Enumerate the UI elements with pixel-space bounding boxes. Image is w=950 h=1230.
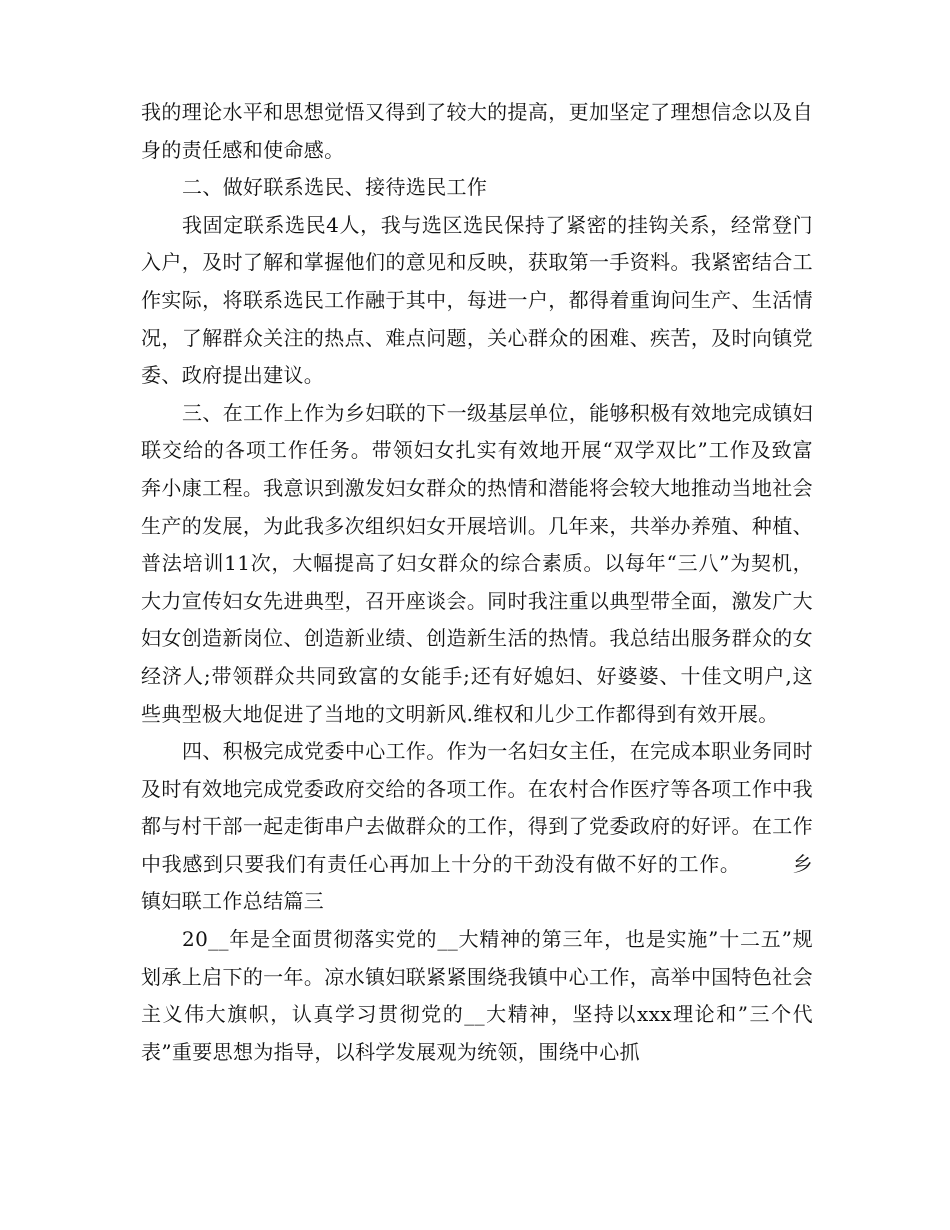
paragraph-6: 20__年是全面贯彻落实党的__大精神的第三年，也是实施”十二五”规划承上启下的一年。凉水镇妇联紧紧围绕我镇中心工作，高举中国特色社会主义伟大旗帜，认真学习贯彻党的__大精神，坚持以xxx理论和”三个代表”重要思想为指导，以科学发展观为统领，围绕中心抓 [141,927,813,1064]
paragraph-1: 我的理论水平和思想觉悟又得到了较大的提高，更加坚定了理想信念以及自身的责任感和使命感。 [141,100,813,162]
paragraph-5: 四、积极完成党委中心工作。作为一名妇女主任，在完成本职业务同时及时有效地完成党委政府交给的各项工作。在农村合作医疗等各项工作中我都与村干部一起走街串户去做群众的工作，得到了党委政府的好评。在工作中我感到只要我们有责任心再加上十分的干劲没有做不好的工作。 乡镇妇联工作总结篇三 [141,739,813,914]
paragraph-3: 我固定联系选民4人，我与选区选民保持了紧密的挂钩关系，经常登门入户，及时了解和掌握他们的意见和反映，获取第一手资料。我紧密结合工作实际，将联系选民工作融于其中，每进一户，都得着重询问生产、生活情况，了解群众关注的热点、难点问题，关心群众的困难、疾苦，及时向镇党委、政府提出建议。 [141,212,813,388]
paragraph-4: 三、在工作上作为乡妇联的下一级基层单位，能够积极有效地完成镇妇联交给的各项工作任务。带领妇女扎实有效地开展“双学双比”工作及致富奔小康工程。我意识到激发妇女群众的热情和潜能将会较大地推动当地社会生产的发展，为此我多次组织妇女开展培训。几年来，共举办养殖、种植、普法培训11次，大幅提高了妇女群众的综合素质。以每年“三八”为契机，大力宣传妇女先进典型，召开座谈会。同时我注重以典型带全面，激发广大妇女创造新岗位、创造新业绩、创造新生活的热情。我总结出服务群众的女经济人;带领群众共同致富的女能手;还有好媳妇、好婆婆、十佳文明户,这些典型极大地促进了当地的文明新风.维权和儿少工作都得到有效开展。 [141,400,813,726]
document-page [141,94,813,1071]
section-heading-2: 二、做好联系选民、接待选民工作 [182,175,488,200]
